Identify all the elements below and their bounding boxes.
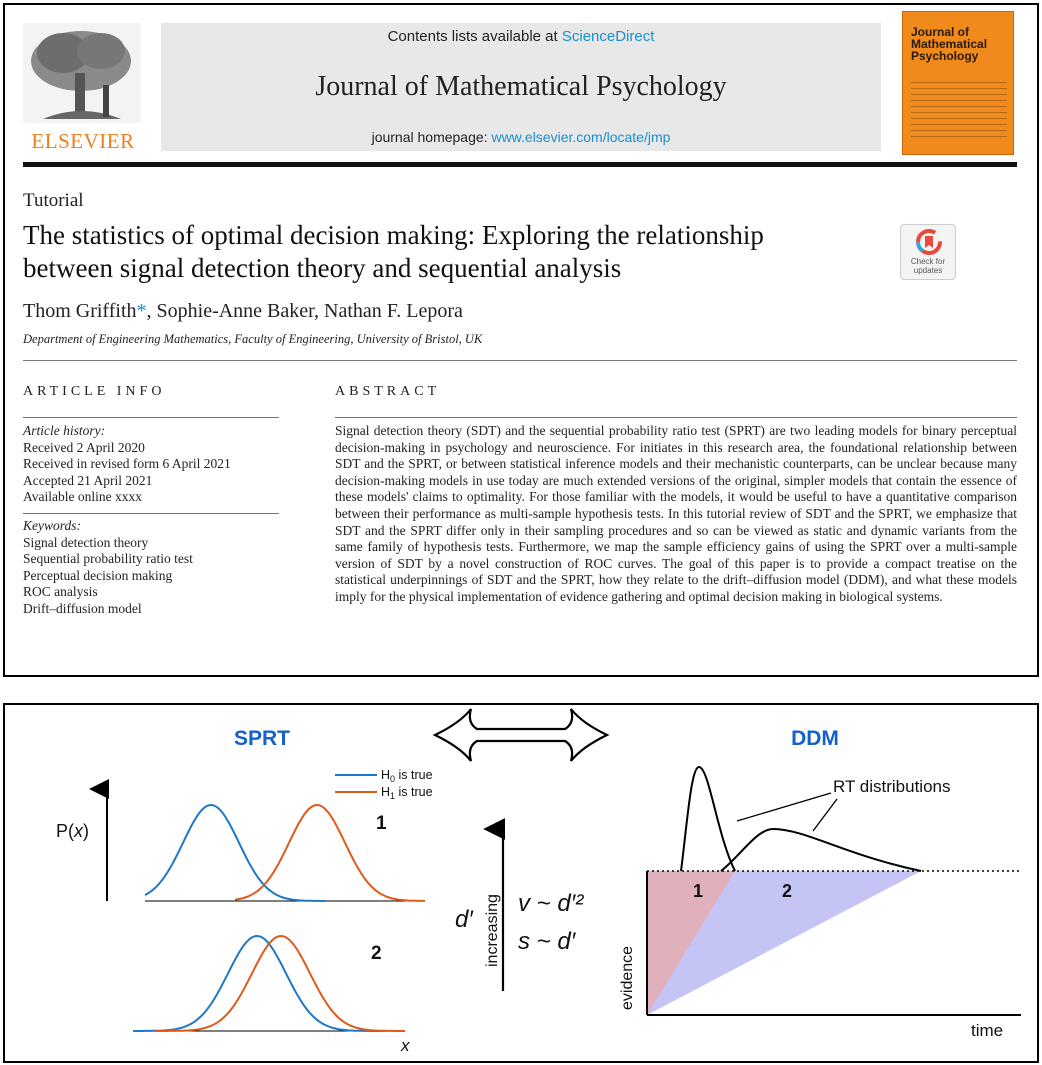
lower-distributions [133, 936, 405, 1031]
legend-h1: $H_1$ is true [381, 785, 433, 801]
equivalence-arrow [435, 709, 607, 761]
journal-homepage-link[interactable]: www.elsevier.com/locate/jmp [491, 129, 671, 145]
article-history: Article history: Received 2 April 2020 Received in revised form 6 April 2021 Accepted 21 April 2021 Available online xxxx [23, 423, 231, 504]
divider [23, 417, 279, 418]
h0-curve-upper [145, 805, 325, 901]
keyword-item: Perceptual decision making [23, 567, 173, 583]
history-item: Accepted 21 April 2021 [23, 472, 153, 488]
s-relation: s ~ d′ [518, 928, 576, 955]
keyword-item: Signal detection theory [23, 534, 149, 550]
divider [335, 417, 1017, 418]
author-list: Thom Griffith*, Sophie-Anne Baker, Nathan F. Lepora [23, 300, 463, 322]
history-item: Received 2 April 2020 [23, 439, 145, 455]
divider [23, 360, 1017, 361]
abstract-heading: ABSTRACT [335, 384, 441, 399]
check-for-updates-icon [901, 227, 957, 259]
history-item: Received in revised form 6 April 2021 [23, 456, 231, 471]
x-axis-label: x [401, 1036, 410, 1055]
cover-text-lines [911, 82, 1007, 142]
time-label: time [971, 1021, 1004, 1040]
article-type: Tutorial [23, 190, 84, 211]
v-relation: v ~ d′² [518, 890, 584, 917]
keyword-item: ROC analysis [23, 584, 98, 599]
ddm-region-1-label: 1 [693, 881, 704, 901]
paper-first-page [3, 3, 1039, 677]
journal-banner [161, 23, 881, 151]
paper-title: The statistics of optimal decision making: Exploring the relationship between signal detection theory and sequential analysis [23, 220, 764, 283]
rt-curve-2 [721, 829, 921, 871]
figure-canvas [5, 705, 1037, 1061]
legend-h0: $H_0$ is true [381, 768, 433, 784]
increasing-label: increasing [484, 894, 501, 967]
check-for-updates-badge[interactable]: Check for updates [900, 224, 956, 280]
evidence-label: evidence [619, 945, 636, 1010]
rt-distributions-label: RT distributions [833, 777, 951, 796]
schematic-figure [3, 703, 1039, 1063]
header-rule [23, 162, 1017, 167]
homepage-line: journal homepage: www.elsevier.com/locate/jmp [371, 129, 671, 145]
divider [23, 513, 279, 514]
sprt-title: SPRT [233, 727, 291, 750]
sciencedirect-link[interactable]: ScienceDirect [561, 28, 655, 45]
article-info-heading: ARTICLE INFO [23, 384, 166, 399]
rt-curve-1 [681, 767, 735, 871]
ddm-region-2-label: 2 [782, 881, 793, 901]
rt-pointer-2 [813, 799, 837, 831]
panel-number-2: 2 [371, 943, 382, 964]
panel-number-1: 1 [376, 813, 387, 834]
keywords: Keywords: Signal detection theory Sequential probability ratio test Perceptual decision making ROC analysis Drift–diffusion model [23, 518, 193, 616]
journal-title: Journal of Mathematical Psychology [315, 71, 727, 102]
journal-cover: Journal of Mathematical Psychology [902, 11, 1014, 155]
corresponding-author-link[interactable]: * [136, 300, 147, 322]
author-first: Thom Griffith [23, 300, 137, 322]
publisher-name: ELSEVIER [31, 129, 135, 153]
px-label: P(x) [56, 821, 89, 841]
h1-curve-lower [155, 936, 405, 1031]
ddm-title: DDM [791, 727, 839, 750]
keyword-item: Sequential probability ratio test [23, 551, 193, 566]
contents-line: Contents lists available at ScienceDirect [387, 28, 655, 45]
d-prime-label: d′ [455, 906, 473, 933]
abstract-text: Signal detection theory (SDT) and the sequential probability ratio test (SPRT) are two leading models for binary perceptual decision-making in psychology and neuroscience. For initiates in this research area, the foundational relationship between SDT and the SPRT, or between statistical inference models and their mechanistic counterparts, can be unclear because many decision-making models in use today are much extended versions of the original, simpler models that contain the essence of these models' claims to optimality. For those familiar with the models, it would be useful to have a quantitative comparison between their performance as multi-sample hypothesis tests. In this tutorial review of SDT and the SPRT, we emphasize that SDT and the SPRT differ only in their sampling procedures and so can be viewed as static and dynamic variants from the same family of hypothesis tests. Furthermore, we map the sample efficiency gains of using the SPRT over a multi-sample version of SDT by a novel construction of ROC curves. The goal of this paper is to provide a compact treatise on the statistical underpinnings of SDT and the SPRT, how they relate to the drift–diffusion model (DDM), and what these models imply for the physical implementation of evidence gathering and optimal decision making in biological systems. [335, 423, 1017, 604]
keyword-item: Drift–diffusion model [23, 600, 142, 616]
h0-curve-lower [133, 936, 385, 1031]
rt-pointer-1 [737, 793, 831, 821]
legend [335, 768, 433, 801]
history-item: Available online xxxx [23, 489, 142, 504]
affiliation: Department of Engineering Mathematics, Faculty of Engineering, University of Bristol, UK [23, 332, 483, 346]
h1-curve-upper [235, 805, 425, 901]
